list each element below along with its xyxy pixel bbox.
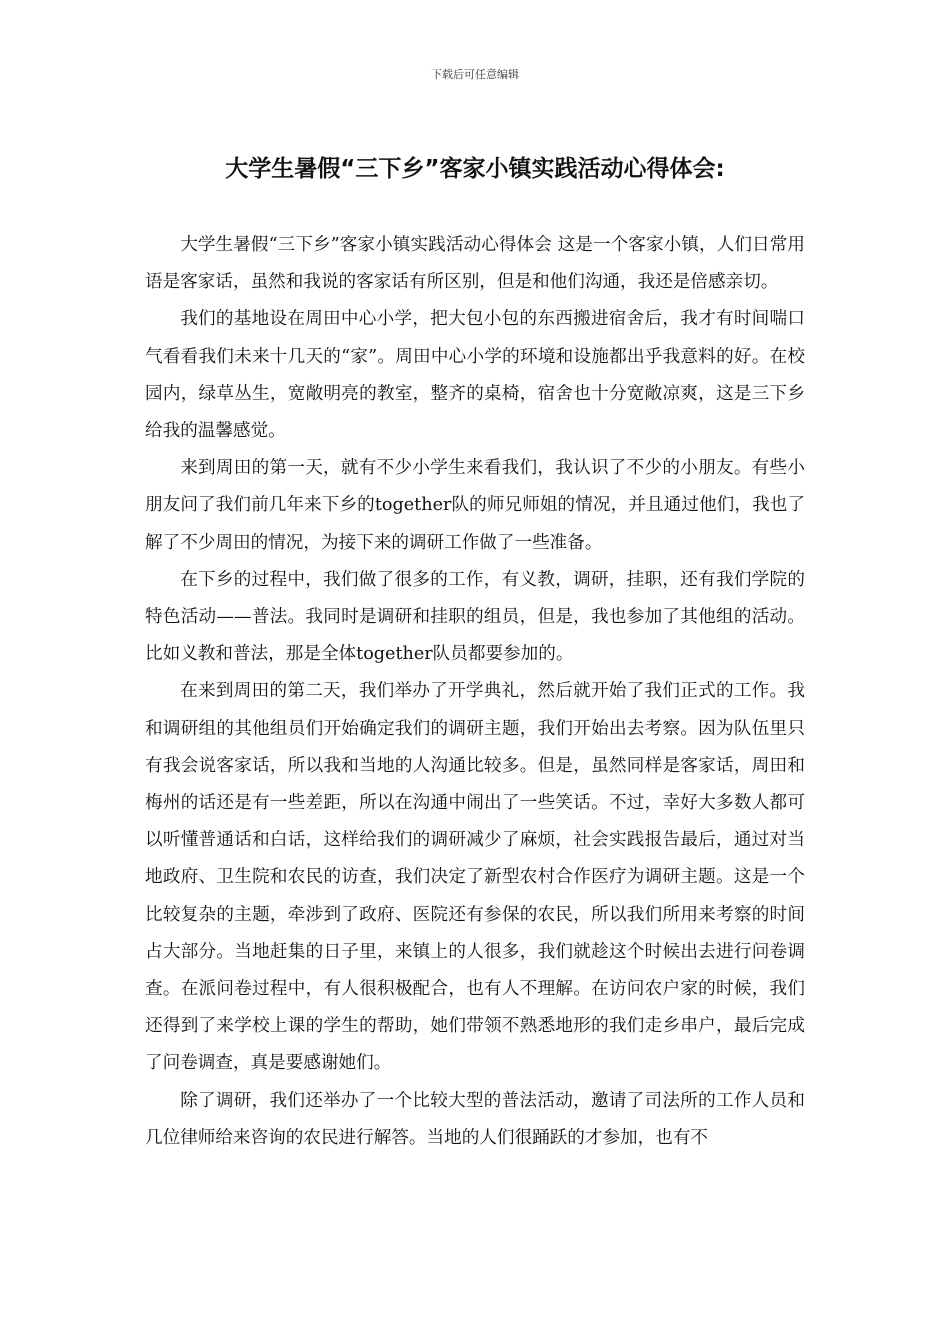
document-body: [145, 227, 805, 1157]
document-title: 大学生暑假“三下乡”客家小镇实践活动心得体会:: [225, 156, 725, 182]
paragraph: 大学生暑假“三下乡”客家小镇实践活动心得体会 这是一个客家小镇，人们日常用语是客家话，虽然和我说的客家话有所区别，但是和他们沟通，我还是倍感亲切。: [145, 235, 805, 293]
paragraph: 来到周田的第一天，就有不少小学生来看我们，我认识了不少的小朋友。有些小朋友问了我们前几年来下乡的together队的师兄师姐的情况，并且通过他们，我也了解了不少周田的情况，为接下来的调研工作做了一些准备。: [145, 458, 805, 553]
paragraph: 在下乡的过程中，我们做了很多的工作，有义教，调研，挂职，还有我们学院的特色活动——普法。我同时是调研和挂职的组员，但是，我也参加了其他组的活动。比如义教和普法，那是全体together队员都要参加的。: [145, 569, 805, 665]
paragraph: 除了调研，我们还举办了一个比较大型的普法活动，邀请了司法所的工作人员和几位律师给来咨询的农民进行解答。当地的人们很踊跃的才参加，也有不: [145, 1090, 805, 1148]
paragraph: 在来到周田的第二天，我们举办了开学典礼，然后就开始了我们正式的工作。我和调研组的其他组员们开始确定我们的调研主题，我们开始出去考察。因为队伍里只有我会说客家话，所以我和当地的人沟通比较多。但是，虽然同样是客家话，周田和梅州的话还是有一些差距，所以在沟通中闹出了一些笑话。不过，幸好大多数人都可以听懂普通话和白话，这样给我们的调研减少了麻烦，社会实践报告最后，通过对当地政府、卫生院和农民的访查，我们决定了新型农村合作医疗为调研主题。这是一个比较复杂的主题，牵涉到了政府、医院还有参保的农民，所以我们所用来考察的时间占大部分。当地赶集的日子里，来镇上的人很多，我们就趁这个时候出去进行问卷调查。在派问卷过程中，有人很积极配合，也有人不理解。在访问农户家的时候，我们还得到了来学校上课的学生的帮助，她们带领不熟悉地形的我们走乡串户，最后完成了问卷调查，真是要感谢她们。: [145, 681, 805, 1074]
paragraph: 我们的基地设在周田中心小学，把大包小包的东西搬进宿舍后，我才有时间喘口气看看我们未来十几天的“家”。周田中心小学的环境和设施都出乎我意料的好。在校园内，绿草丛生，宽敞明亮的教室，整齐的桌椅，宿舍也十分宽敞凉爽，这是三下乡给我的温馨感觉。: [145, 309, 805, 442]
page-header-note: 下载后可任意编辑: [431, 68, 519, 81]
